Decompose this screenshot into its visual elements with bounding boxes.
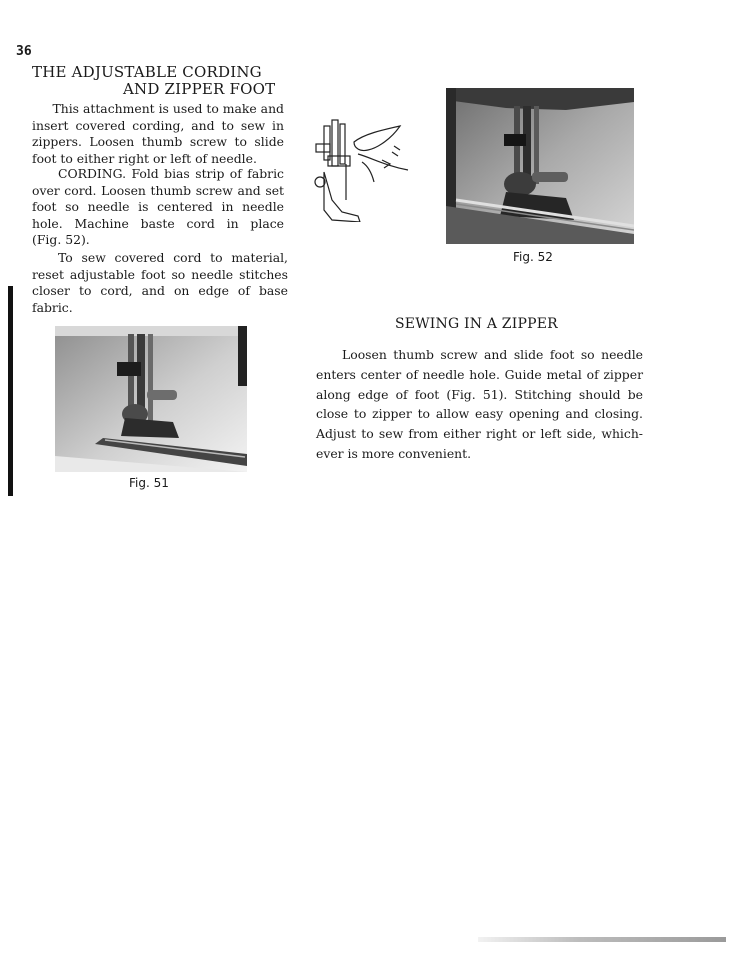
text-line: This attachment is used to make and: [52, 101, 284, 116]
text-line: reset adjustable foot so needle stitches: [32, 266, 288, 282]
page-number: 36: [16, 44, 32, 59]
text-line: ever is more convenient.: [316, 445, 472, 461]
fig52-caption: Fig. 52: [513, 250, 553, 264]
zipper-paragraph: [316, 345, 643, 464]
text-line: (Fig. 52).: [32, 232, 90, 248]
fig52-photo: [446, 88, 634, 244]
text-line: close to zipper to allow easy opening and closing.: [316, 406, 643, 422]
text-line: To sew covered cord to material,: [58, 250, 288, 265]
sew-paragraph: [32, 250, 288, 316]
zipper-section-title: SEWING IN A ZIPPER: [395, 316, 558, 332]
text-line: hole. Machine baste cord in place: [32, 215, 284, 231]
text-line: along edge of foot (Fig. 51). Stitching should be: [316, 386, 643, 402]
cording-foot-diagram: [312, 116, 412, 222]
margin-bar: [8, 286, 13, 496]
text-line: closer to cord, and on edge of base: [32, 283, 288, 299]
intro-paragraph: [32, 101, 284, 167]
text-line: foot so needle is centered in needle: [32, 199, 284, 215]
text-line: CORDING. Fold bias strip of fabric: [58, 166, 284, 181]
text-line: Adjust to sew from either right or left side, which-: [316, 426, 643, 442]
text-line: over cord. Loosen thumb screw and set: [32, 182, 284, 198]
text-line: zippers. Loosen thumb screw to slide: [32, 134, 284, 150]
cording-paragraph: [32, 166, 284, 249]
section-title-line1: THE ADJUSTABLE CORDING: [32, 63, 262, 81]
fig51-photo: [55, 326, 247, 472]
scan-edge-shadow: [478, 937, 726, 942]
section-title-line2: AND ZIPPER FOOT: [123, 80, 276, 98]
fig51-caption: Fig. 51: [129, 476, 169, 490]
text-line: Loosen thumb screw and slide foot so needle: [342, 347, 643, 362]
text-line: foot to either right or left of needle.: [32, 150, 257, 166]
text-line: enters center of needle hole. Guide metal of zipper: [316, 366, 643, 382]
text-line: insert covered cording, and to sew in: [32, 117, 284, 133]
text-line: fabric.: [32, 299, 73, 315]
